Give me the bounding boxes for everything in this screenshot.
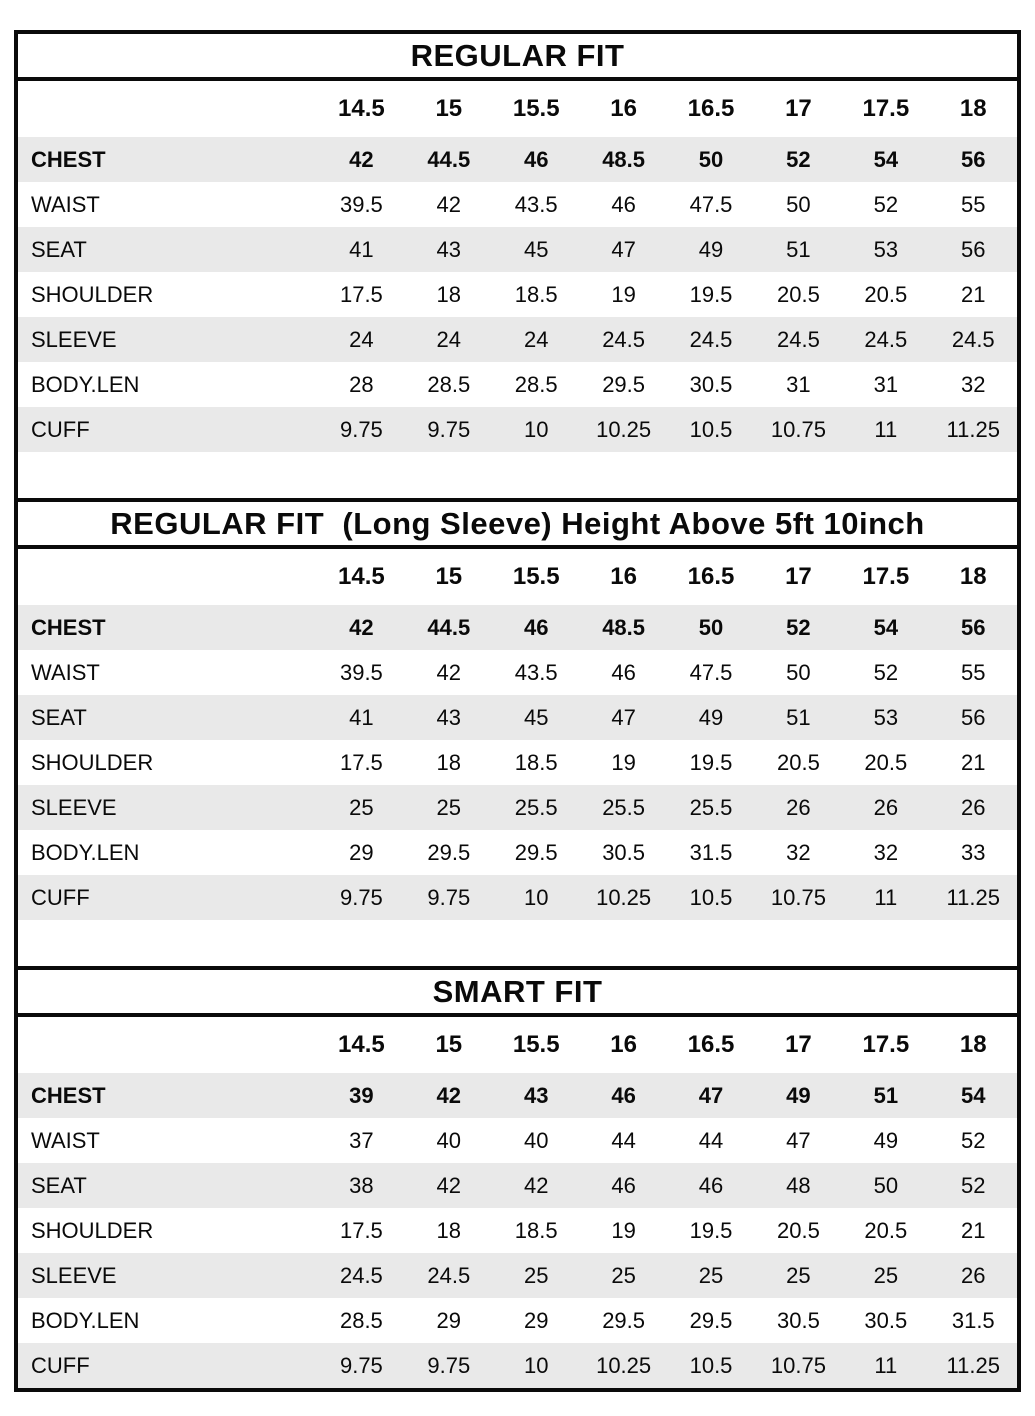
measurement-value: 19 (611, 281, 636, 307)
measurement-value: 56 (961, 146, 986, 172)
measurement-value: 10.75 (770, 1352, 826, 1378)
measurement-value: 26 (786, 794, 811, 820)
measurement-value: 44.5 (427, 614, 471, 640)
measurement-value: 47 (611, 704, 636, 730)
measurement-label: WAIST (31, 1127, 100, 1153)
measurement-value: 24.5 (602, 326, 646, 352)
measurement-value: 25 (349, 794, 374, 820)
measurement-value: 10.75 (770, 416, 826, 442)
measurement-row (18, 1073, 1017, 1118)
size-column-header: 18 (930, 1017, 1017, 1073)
measurement-value: 39.5 (339, 659, 383, 685)
size-header-row (18, 81, 1017, 137)
size-header-row (18, 1017, 1017, 1073)
measurement-value: 51 (786, 236, 811, 262)
measurement-value: 11.25 (946, 884, 1000, 910)
size-column-header: 17 (755, 1017, 842, 1073)
measurement-value: 37 (349, 1127, 374, 1153)
measurement-value: 48.5 (602, 146, 646, 172)
measurement-label: SLEEVE (31, 326, 117, 352)
table-gap-spacer (18, 452, 1017, 498)
size-table-1 (18, 498, 1017, 920)
size-column-header: 15 (405, 549, 492, 605)
measurement-value: 52 (961, 1172, 986, 1198)
measurement-value: 46 (698, 1172, 724, 1198)
measurement-value: 24 (436, 326, 462, 352)
measurement-value: 28.5 (514, 371, 558, 397)
measurement-label: CUFF (31, 416, 90, 442)
empty-corner-cell (18, 1017, 318, 1073)
measurement-value: 49 (786, 1082, 811, 1108)
measurement-label: CUFF (31, 1352, 90, 1378)
measurement-value: 26 (873, 794, 899, 820)
measurement-value: 30.5 (602, 839, 646, 865)
size-column-header: 17.5 (842, 1017, 929, 1073)
measurement-label: BODY.LEN (31, 839, 140, 865)
measurement-value: 25 (786, 1262, 811, 1288)
measurement-value: 55 (961, 191, 986, 217)
measurement-value: 25.5 (514, 794, 558, 820)
table-title: SMART FIT (18, 970, 1017, 1017)
measurement-label: SEAT (31, 1172, 87, 1198)
measurement-value: 25.5 (602, 794, 646, 820)
measurement-value: 11 (874, 416, 898, 442)
measurement-row (18, 605, 1017, 650)
size-column-header: 15 (405, 1017, 492, 1073)
measurement-label: CHEST (31, 146, 106, 172)
measurement-value: 50 (786, 191, 811, 217)
measurement-value: 50 (698, 614, 724, 640)
measurement-value: 52 (786, 146, 811, 172)
measurement-value: 47.5 (689, 191, 733, 217)
measurement-value: 44.5 (427, 146, 471, 172)
measurement-value: 43.5 (514, 191, 558, 217)
measurement-value: 9.75 (427, 1352, 471, 1378)
measurement-row (18, 1343, 1017, 1388)
size-table-2 (18, 966, 1017, 1388)
measurement-value: 47 (786, 1127, 811, 1153)
measurement-label: WAIST (31, 191, 100, 217)
measurement-value: 29.5 (689, 1307, 733, 1333)
measurement-value: 18 (436, 281, 462, 307)
measurement-value: 44 (611, 1127, 636, 1153)
measurement-value: 29.5 (514, 839, 558, 865)
measurement-value: 47.5 (689, 659, 733, 685)
measurement-value: 56 (961, 614, 986, 640)
measurement-value: 26 (961, 1262, 986, 1288)
measurement-value: 32 (961, 371, 986, 397)
measurement-value: 46 (523, 614, 549, 640)
measurement-value: 39 (349, 1082, 374, 1108)
measurement-row (18, 137, 1017, 182)
measurement-value: 19 (611, 1217, 636, 1243)
size-column-header: 15.5 (493, 549, 580, 605)
measurement-value: 51 (786, 704, 811, 730)
measurement-row (18, 830, 1017, 875)
measurement-label: CHEST (31, 1082, 106, 1108)
fit-measurements-table (18, 81, 1017, 452)
size-column-header: 16.5 (667, 81, 754, 137)
measurement-value: 32 (786, 839, 811, 865)
size-column-header: 15.5 (493, 81, 580, 137)
measurement-value: 41 (349, 704, 374, 730)
measurement-value: 53 (873, 704, 899, 730)
table-title: REGULAR FIT (Long Sleeve) Height Above 5ft 10inch (18, 502, 1017, 549)
measurement-value: 21 (961, 1217, 986, 1243)
measurement-row (18, 182, 1017, 227)
size-column-header: 16 (580, 1017, 667, 1073)
size-column-header: 15.5 (493, 1017, 580, 1073)
measurement-value: 42 (436, 1082, 462, 1108)
measurement-label: SEAT (31, 236, 87, 262)
measurement-value: 26 (961, 794, 986, 820)
measurement-value: 30.5 (777, 1307, 820, 1333)
measurement-value: 43 (523, 1082, 549, 1108)
measurement-value: 21 (961, 281, 986, 307)
measurement-value: 42 (349, 146, 374, 172)
measurement-label: SEAT (31, 704, 87, 730)
measurement-value: 43 (436, 704, 462, 730)
measurement-value: 9.75 (339, 884, 383, 910)
measurement-value: 52 (873, 659, 899, 685)
measurement-value: 9.75 (339, 416, 383, 442)
measurement-value: 24.5 (951, 326, 995, 352)
measurement-row (18, 317, 1017, 362)
measurement-value: 20.5 (777, 749, 820, 775)
size-chart-sheet (14, 30, 1021, 1392)
measurement-value: 54 (961, 1082, 986, 1108)
measurement-value: 25 (873, 1262, 899, 1288)
measurement-value: 29.5 (427, 839, 471, 865)
measurement-value: 49 (698, 704, 724, 730)
measurement-value: 20.5 (777, 1217, 820, 1243)
size-column-header: 17 (755, 81, 842, 137)
measurement-value: 10.25 (596, 416, 652, 442)
measurement-value: 20.5 (777, 281, 820, 307)
measurement-value: 55 (961, 659, 986, 685)
measurement-value: 47 (698, 1082, 724, 1108)
measurement-value: 43.5 (514, 659, 558, 685)
measurement-value: 10.25 (596, 884, 652, 910)
measurement-value: 42 (436, 1172, 462, 1198)
measurement-value: 50 (698, 146, 724, 172)
measurement-value: 18.5 (514, 1217, 558, 1243)
empty-corner-cell (18, 81, 318, 137)
measurement-value: 52 (961, 1127, 986, 1153)
measurement-row (18, 407, 1017, 452)
measurement-value: 46 (611, 191, 636, 217)
measurement-label: SHOULDER (31, 749, 154, 775)
measurement-value: 19.5 (689, 1217, 733, 1243)
measurement-value: 45 (523, 704, 549, 730)
measurement-label: BODY.LEN (31, 1307, 140, 1333)
measurement-label: CUFF (31, 884, 90, 910)
measurement-value: 54 (873, 614, 899, 640)
measurement-value: 20.5 (864, 749, 908, 775)
measurement-value: 29 (436, 1307, 462, 1333)
size-column-header: 16 (580, 549, 667, 605)
size-column-header: 17.5 (842, 549, 929, 605)
size-header-row (18, 549, 1017, 605)
measurement-value: 18 (436, 1217, 462, 1243)
measurement-row (18, 1208, 1017, 1253)
measurement-row (18, 875, 1017, 920)
measurement-value: 19.5 (689, 749, 733, 775)
measurement-value: 25 (436, 794, 462, 820)
measurement-value: 10 (523, 416, 549, 442)
measurement-value: 9.75 (427, 416, 471, 442)
size-column-header: 14.5 (318, 1017, 405, 1073)
measurement-value: 10.5 (689, 416, 733, 442)
measurement-value: 39.5 (339, 191, 383, 217)
measurement-row (18, 650, 1017, 695)
measurement-value: 49 (698, 236, 724, 262)
measurement-label: SLEEVE (31, 1262, 117, 1288)
size-column-header: 17.5 (842, 81, 929, 137)
measurement-value: 18.5 (514, 281, 558, 307)
measurement-label: SLEEVE (31, 794, 117, 820)
measurement-value: 11 (874, 884, 898, 910)
table-gap-spacer (18, 920, 1017, 966)
size-column-header: 16.5 (667, 549, 754, 605)
measurement-value: 28.5 (427, 371, 471, 397)
measurement-row (18, 1298, 1017, 1343)
measurement-row (18, 695, 1017, 740)
size-column-header: 18 (930, 549, 1017, 605)
measurement-value: 21 (961, 749, 986, 775)
measurement-value: 24.5 (777, 326, 820, 352)
measurement-value: 19.5 (689, 281, 733, 307)
measurement-value: 9.75 (427, 884, 471, 910)
measurement-value: 46 (611, 1082, 636, 1108)
measurement-label: WAIST (31, 659, 100, 685)
measurement-row (18, 272, 1017, 317)
measurement-row (18, 1163, 1017, 1208)
table-title: REGULAR FIT (18, 34, 1017, 81)
measurement-value: 52 (873, 191, 899, 217)
measurement-value: 46 (611, 1172, 636, 1198)
measurement-value: 50 (786, 659, 811, 685)
measurement-value: 42 (523, 1172, 549, 1198)
size-table-0 (18, 34, 1017, 452)
measurement-value: 9.75 (339, 1352, 383, 1378)
measurement-label: CHEST (31, 614, 106, 640)
measurement-value: 38 (349, 1172, 374, 1198)
measurement-value: 47 (611, 236, 636, 262)
measurement-value: 11.25 (946, 1352, 1000, 1378)
measurement-label: BODY.LEN (31, 371, 140, 397)
measurement-value: 40 (523, 1127, 549, 1153)
measurement-value: 31.5 (951, 1307, 995, 1333)
measurement-value: 40 (436, 1127, 462, 1153)
measurement-value: 17.5 (339, 281, 383, 307)
measurement-value: 11.25 (946, 416, 1000, 442)
measurement-value: 24 (349, 326, 374, 352)
measurement-value: 18.5 (514, 749, 558, 775)
measurement-value: 25 (523, 1262, 549, 1288)
size-column-header: 17 (755, 549, 842, 605)
measurement-value: 17.5 (339, 1217, 383, 1243)
size-column-header: 14.5 (318, 549, 405, 605)
measurement-value: 30.5 (689, 371, 733, 397)
measurement-value: 29 (349, 839, 374, 865)
measurement-value: 28 (349, 371, 374, 397)
measurement-value: 18 (436, 749, 462, 775)
fit-measurements-table (18, 549, 1017, 920)
measurement-value: 25.5 (689, 794, 733, 820)
measurement-value: 50 (873, 1172, 899, 1198)
measurement-value: 24.5 (427, 1262, 471, 1288)
measurement-value: 10.5 (689, 884, 733, 910)
measurement-value: 48.5 (602, 614, 646, 640)
size-column-header: 16 (580, 81, 667, 137)
measurement-value: 41 (349, 236, 374, 262)
measurement-value: 24.5 (864, 326, 908, 352)
measurement-label: SHOULDER (31, 281, 154, 307)
measurement-row (18, 1118, 1017, 1163)
measurement-value: 29 (523, 1307, 549, 1333)
measurement-value: 25 (611, 1262, 636, 1288)
measurement-value: 19 (611, 749, 636, 775)
measurement-value: 31 (786, 371, 811, 397)
measurement-value: 49 (873, 1127, 899, 1153)
measurement-value: 10.5 (689, 1352, 733, 1378)
size-column-header: 16.5 (667, 1017, 754, 1073)
measurement-value: 17.5 (339, 749, 383, 775)
measurement-value: 51 (873, 1082, 899, 1108)
measurement-value: 10.75 (770, 884, 826, 910)
measurement-value: 11 (874, 1352, 898, 1378)
measurement-value: 25 (698, 1262, 724, 1288)
measurement-value: 24.5 (689, 326, 733, 352)
measurement-value: 28.5 (339, 1307, 383, 1333)
measurement-value: 31 (873, 371, 899, 397)
measurement-label: SHOULDER (31, 1217, 154, 1243)
measurement-row (18, 1253, 1017, 1298)
measurement-value: 52 (786, 614, 811, 640)
size-column-header: 14.5 (318, 81, 405, 137)
measurement-value: 46 (523, 146, 549, 172)
measurement-value: 10 (523, 1352, 549, 1378)
measurement-row (18, 740, 1017, 785)
measurement-row (18, 785, 1017, 830)
measurement-value: 24 (523, 326, 549, 352)
measurement-value: 29.5 (602, 1307, 646, 1333)
size-column-header: 18 (930, 81, 1017, 137)
measurement-value: 10 (523, 884, 549, 910)
measurement-value: 20.5 (864, 281, 908, 307)
measurement-value: 54 (873, 146, 899, 172)
measurement-value: 33 (961, 839, 986, 865)
measurement-row (18, 227, 1017, 272)
measurement-value: 45 (523, 236, 549, 262)
measurement-value: 32 (873, 839, 899, 865)
fit-measurements-table (18, 1017, 1017, 1388)
measurement-value: 20.5 (864, 1217, 908, 1243)
measurement-value: 31.5 (689, 839, 733, 865)
measurement-value: 53 (873, 236, 899, 262)
measurement-value: 48 (786, 1172, 811, 1198)
measurement-value: 30.5 (864, 1307, 908, 1333)
empty-corner-cell (18, 549, 318, 605)
measurement-value: 42 (349, 614, 374, 640)
measurement-value: 46 (611, 659, 636, 685)
size-column-header: 15 (405, 81, 492, 137)
measurement-row (18, 362, 1017, 407)
measurement-value: 10.25 (596, 1352, 652, 1378)
measurement-value: 42 (436, 191, 462, 217)
measurement-value: 43 (436, 236, 462, 262)
measurement-value: 44 (698, 1127, 724, 1153)
measurement-value: 56 (961, 236, 986, 262)
measurement-value: 24.5 (339, 1262, 383, 1288)
measurement-value: 29.5 (602, 371, 646, 397)
measurement-value: 56 (961, 704, 986, 730)
measurement-value: 42 (436, 659, 462, 685)
